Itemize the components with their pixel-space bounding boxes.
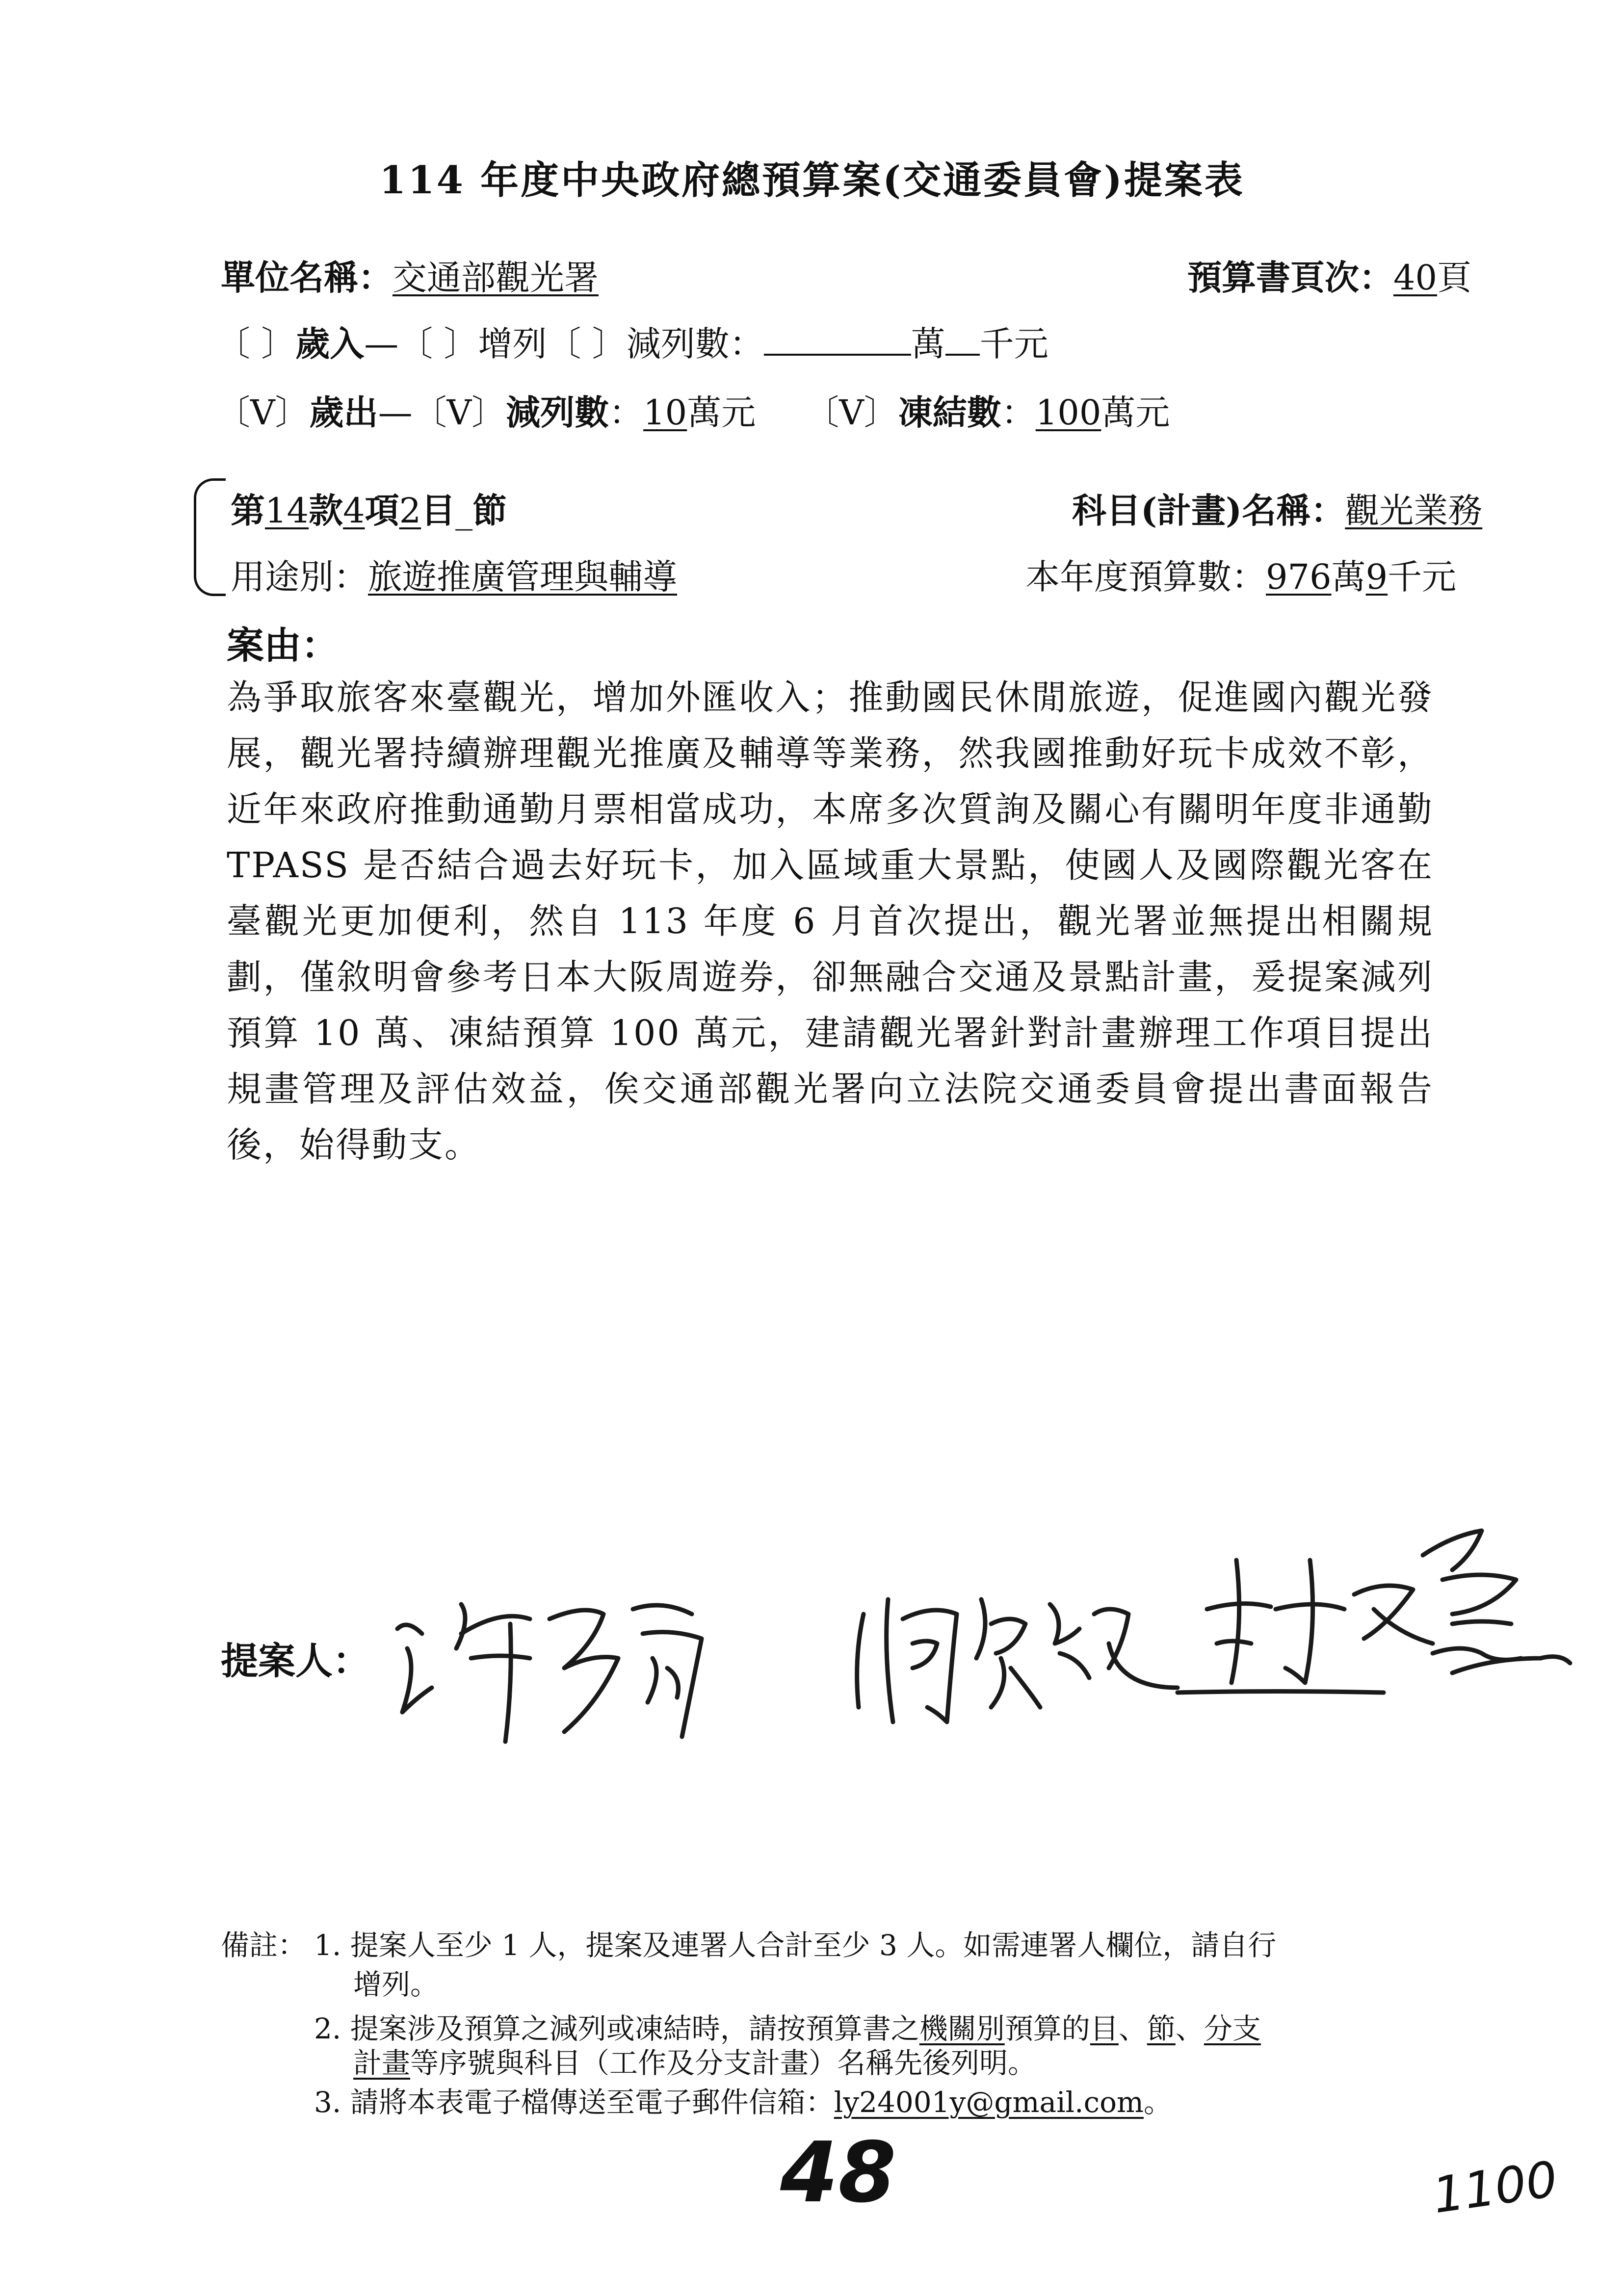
- jie-label: 節: [472, 490, 507, 531]
- note-1-line-2: 增列。: [353, 1968, 439, 2001]
- freeze-checkbox: 〔V〕: [805, 392, 898, 433]
- note-2-sep-2: 、: [1175, 2012, 1204, 2045]
- mu-label: 目: [421, 490, 456, 531]
- note-1-line-1: 1. 提案人至少 1 人，提案及連署人合計至少 3 人。如需連署人欄位，請自行: [314, 1929, 1277, 1962]
- expense-row: [216, 385, 1170, 435]
- page-number: 48: [780, 2124, 896, 2221]
- revenue-amount-blank-2: [945, 324, 980, 356]
- expense-label: 歲出: [309, 392, 378, 433]
- annual-budget-wan-unit: 萬: [1331, 557, 1366, 597]
- notes-label: 備註：: [221, 1929, 307, 1962]
- expense-checkbox: 〔V〕: [216, 392, 310, 433]
- annual-budget-row: [1025, 549, 1456, 599]
- revenue-amount-blank: [764, 324, 911, 356]
- unit-value: 交通部觀光署: [393, 258, 599, 298]
- freeze-label: 凍結數: [898, 392, 1001, 433]
- freeze-value: 100: [1035, 392, 1101, 433]
- reduce-value: 10: [643, 392, 687, 433]
- signature-2: [834, 1545, 1187, 1751]
- freeze-unit: 萬元: [1101, 392, 1170, 433]
- note-3-prefix: 3. 請將本表電子檔傳送至電子郵件信箱：: [314, 2086, 834, 2119]
- reason-text: 為爭取旅客來臺觀光，增加外匯收入；推動國民休閒旅遊，促進國內觀光發展，觀光署持續辦理觀光推廣及輔導等業務，然我國推動好玩卡成效不彰，近年來政府推動通勤月票相當成功，本席多次質詢及關心有關明年度非通勤 TPASS 是否結合過去好玩卡，加入區域重大景點，使國人及國際觀光客在臺觀光更加便利，然自 113 年度 6 月首次提出，觀光署並無提出相關規劃，僅敘明會參考日本大阪周遊券，卻無融合交通及景點計畫，爰提案減列預算 10 萬、凍結預算 100 萬元，建請觀光署針對計畫辦理工作項目提出規畫管理及評估效益，俟交通部觀光署向立法院交通委員會提出書面報告後，始得動支。: [227, 677, 1434, 1165]
- note-2-sep-1: 、: [1118, 2012, 1147, 2045]
- revenue-unit-qian: 千元: [979, 324, 1048, 364]
- subject-value: 觀光業務: [1345, 491, 1483, 531]
- reason-heading: 案由：: [227, 624, 339, 667]
- kuan-prefix: 第: [231, 490, 265, 531]
- kuan-value: 14: [265, 491, 309, 531]
- email-link[interactable]: ly24001y@gmail.com: [834, 2086, 1144, 2119]
- annual-budget-qian: 9: [1365, 557, 1388, 597]
- unit-label: 單位名稱：: [221, 257, 393, 298]
- note-2-branch: 分支: [1204, 2012, 1261, 2045]
- note-2-plan: 計畫: [353, 2046, 411, 2080]
- subject-row: [1072, 483, 1482, 533]
- use-value: 旅遊推廣管理與輔導: [368, 557, 677, 597]
- note-2-rest: 等序號與科目（工作及分支計畫）名稱先後列明。: [410, 2046, 1037, 2080]
- note-2-mid: 預算的: [1004, 2012, 1090, 2045]
- budget-page-label: 預算書頁次：: [1187, 257, 1393, 298]
- note-2-agency: 機關別: [919, 2012, 1005, 2045]
- reduce-unit: 萬元: [687, 392, 756, 433]
- unit-row: [221, 250, 599, 300]
- revenue-options: —〔 〕增列〔 〕減列數：: [364, 324, 764, 364]
- revenue-unit-wan: 萬: [911, 324, 945, 364]
- reduce-colon: ：: [609, 392, 644, 433]
- use-label: 用途別：: [231, 557, 368, 597]
- subject-label: 科目(計畫)名稱：: [1072, 490, 1345, 531]
- proposer-label: 提案人：: [221, 1639, 370, 1683]
- signature-3: [1178, 1496, 1580, 1702]
- revenue-label: 歲入: [295, 323, 365, 364]
- revenue-row: [216, 316, 1048, 366]
- annual-budget-qian-unit: 千元: [1388, 557, 1457, 597]
- form-title: 114 年度中央政府總預算案(交通委員會)提案表: [379, 158, 1245, 203]
- note-2-mu: 目: [1090, 2012, 1119, 2045]
- annual-budget-wan: 976: [1266, 557, 1332, 597]
- note-3-suffix: 。: [1144, 2086, 1173, 2119]
- note-2-line-1: [314, 2011, 1261, 2046]
- revenue-checkbox: 〔 〕: [216, 324, 296, 364]
- note-2-prefix: 2. 提案涉及預算之減列或凍結時，請按預算書之: [314, 2012, 919, 2045]
- mu-value: 2: [399, 491, 421, 531]
- use-row: [231, 549, 677, 599]
- item-row: [231, 483, 507, 533]
- jie-value: _: [455, 491, 473, 531]
- note-3: [314, 2085, 1172, 2119]
- kuan-label: 款: [309, 490, 343, 531]
- reduce-label: 減列數: [506, 392, 609, 433]
- note-2-jie: 節: [1147, 2012, 1176, 2045]
- budget-page-row: [1187, 250, 1471, 300]
- xiang-value: 4: [343, 491, 365, 531]
- budget-page-suffix: 頁: [1437, 258, 1472, 298]
- item-bracket: [194, 478, 226, 596]
- note-2-line-2: [353, 2046, 1036, 2080]
- signature-1: [388, 1575, 760, 1771]
- corner-note: 1100: [1429, 2150, 1561, 2225]
- xiang-label: 項: [365, 490, 399, 531]
- budget-page-value: 40: [1393, 258, 1438, 298]
- annual-budget-label: 本年度預算數：: [1025, 557, 1266, 597]
- freeze-colon: ：: [1001, 392, 1036, 433]
- expense-reduce-checkbox: —〔V〕: [378, 392, 506, 433]
